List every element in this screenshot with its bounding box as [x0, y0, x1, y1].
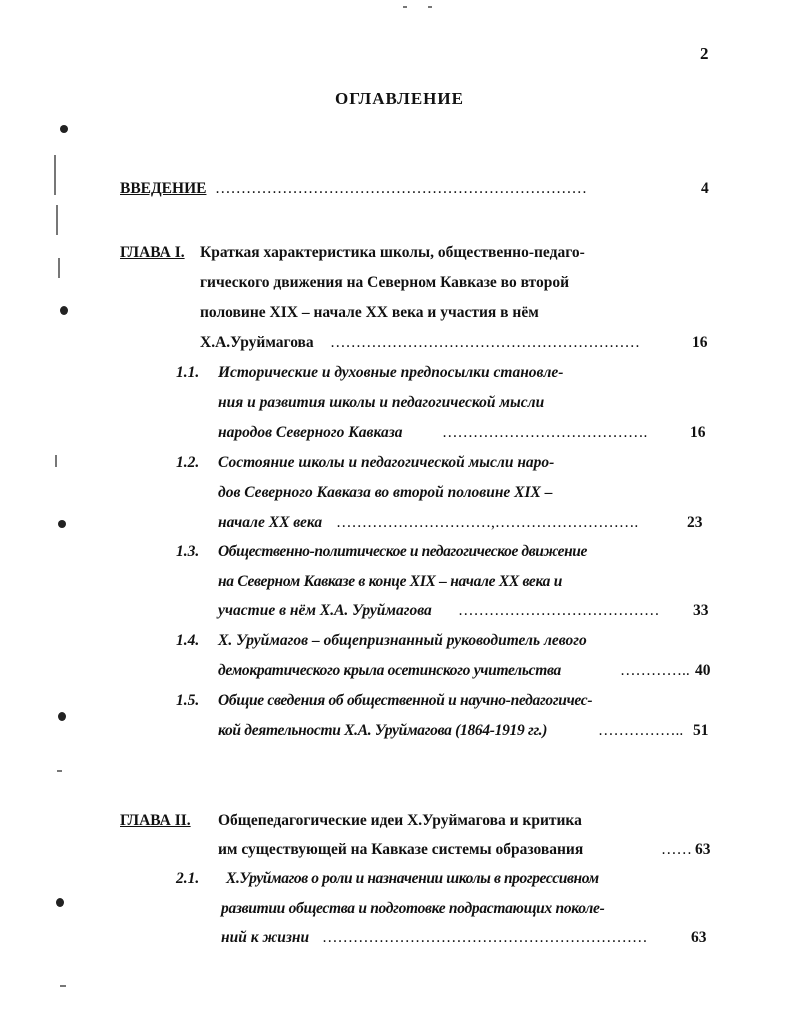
section-page: 51 — [693, 722, 709, 739]
chapter-2-label: ГЛАВА II. — [120, 812, 191, 829]
scan-noise — [55, 455, 57, 467]
hole-punch-mark — [58, 712, 66, 721]
scan-noise — [428, 6, 432, 8]
section-page: 40 — [695, 662, 711, 679]
section-leader: …………….. — [598, 722, 684, 739]
section-page: 16 — [690, 424, 706, 441]
section-line: Х.Уруймагов о роли и назначении школы в прогрессивном — [226, 870, 599, 887]
section-last-line: начале XX века — [218, 514, 323, 531]
section-line: Общие сведения об общественной и научно-педагогичес- — [218, 692, 593, 709]
chapter-1-page: 16 — [692, 334, 708, 351]
section-number: 1.3. — [176, 543, 200, 560]
section-number: 1.4. — [176, 632, 200, 649]
intro-leader: ……………………………………………………………… — [215, 180, 587, 197]
section-line: дов Северного Кавказа во второй половине XIX – — [218, 484, 553, 501]
chapter-2-last-line: им существующей на Кавказе системы образования — [218, 841, 584, 858]
section-number: 1.2. — [176, 454, 200, 471]
hole-punch-mark — [60, 306, 68, 315]
scan-noise — [403, 6, 407, 8]
section-line: ния и развития школы и педагогической мысли — [218, 394, 545, 411]
scan-noise — [58, 258, 60, 278]
section-leader: …………………………,………………………. — [336, 514, 639, 531]
scan-noise — [56, 205, 58, 235]
scan-noise — [54, 155, 56, 195]
page-title: ОГЛАВЛЕНИЕ — [335, 89, 464, 108]
hole-punch-mark — [58, 520, 66, 528]
section-leader: ………….. — [620, 662, 690, 679]
chapter-1-line: гического движения на Северном Кавказе во второй — [200, 274, 570, 291]
chapter-1-line: половине XIX – начале XX века и участия в нём — [200, 304, 539, 321]
chapter-1-line: Краткая характеристика школы, общественно-педаго- — [200, 244, 585, 261]
section-line: Общественно-политическое и педагогическое движение — [218, 543, 587, 560]
section-page: 63 — [691, 929, 707, 946]
section-leader: ……………………………………………………… — [322, 929, 648, 946]
scan-noise — [60, 985, 66, 987]
intro-label: ВВЕДЕНИЕ — [120, 180, 207, 197]
section-leader: ………………………………… — [458, 602, 660, 619]
section-number: 2.1. — [176, 870, 200, 887]
section-line: на Северном Кавказе в конце XIX – начале XX века и — [218, 573, 563, 590]
chapter-2-page: 63 — [695, 841, 711, 858]
scan-noise — [57, 770, 62, 772]
hole-punch-mark — [60, 125, 68, 133]
section-page: 33 — [693, 602, 709, 619]
section-last-line: кой деятельности Х.А. Уруймагова (1864-1919 гг.) — [218, 722, 548, 739]
chapter-2-line: Общепедагогические идеи Х.Уруймагова и критика — [218, 812, 582, 829]
chapter-1-label: ГЛАВА I. — [120, 244, 185, 261]
chapter-1-leader: …………………………………………………… — [330, 334, 640, 351]
section-page: 23 — [687, 514, 703, 531]
section-leader: …………………………………. — [442, 424, 648, 441]
chapter-1-last-line: Х.А.Уруймагова — [200, 334, 314, 351]
section-line: Исторические и духовные предпосылки становле- — [218, 364, 564, 381]
section-line: Х. Уруймагов – общепризнанный руководитель левого — [218, 632, 587, 649]
hole-punch-mark — [56, 898, 64, 907]
section-last-line: ний к жизни — [221, 929, 310, 946]
page-number: 2 — [700, 44, 709, 63]
section-number: 1.5. — [176, 692, 200, 709]
section-line: Состояние школы и педагогической мысли наро- — [218, 454, 555, 471]
intro-page: 4 — [701, 180, 709, 197]
section-last-line: участие в нём Х.А. Уруймагова — [218, 602, 432, 619]
section-number: 1.1. — [176, 364, 200, 381]
chapter-2-leader: …… — [661, 841, 692, 858]
section-last-line: демократического крыла осетинского учительства — [218, 662, 561, 679]
section-last-line: народов Северного Кавказа — [218, 424, 403, 441]
section-line: развитии общества и подготовке подрастающих поколе- — [221, 900, 605, 917]
